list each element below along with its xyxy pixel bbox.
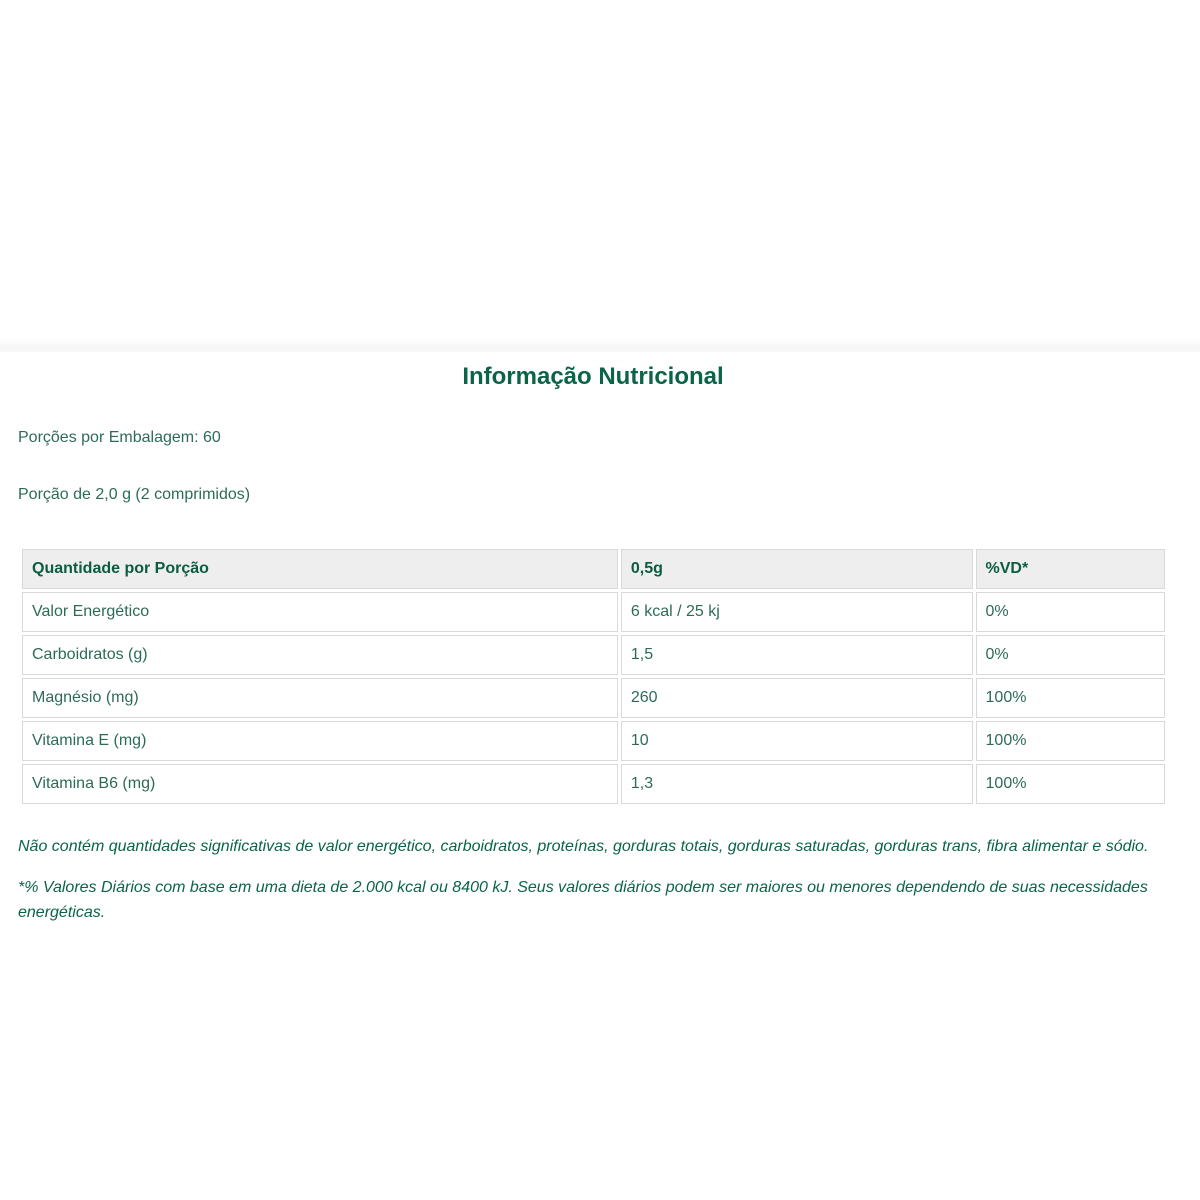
nutrient-amount: 1,5 — [621, 635, 973, 675]
table-row — [22, 721, 1165, 761]
servings-per-package: Porções por Embalagem: 60 — [18, 429, 221, 446]
nutrition-table — [19, 546, 1168, 807]
nutrient-name: Valor Energético — [22, 592, 618, 632]
nutrition-info-section — [0, 352, 1200, 1200]
nutrient-amount: 1,3 — [621, 764, 973, 804]
section-title: Informação Nutricional — [462, 363, 724, 390]
table-header-row — [22, 549, 1165, 589]
header-portion-amount: 0,5g — [621, 549, 973, 589]
nutrient-daily-value: 0% — [976, 592, 1165, 632]
nutrient-daily-value: 100% — [976, 678, 1165, 718]
nutrient-amount: 10 — [621, 721, 973, 761]
nutrient-daily-value: 100% — [976, 721, 1165, 761]
table-row — [22, 592, 1165, 632]
nutrient-daily-value: 100% — [976, 764, 1165, 804]
nutrient-name: Carboidratos (g) — [22, 635, 618, 675]
table-row — [22, 635, 1165, 675]
nutrient-name: Vitamina E (mg) — [22, 721, 618, 761]
nutrient-amount: 6 kcal / 25 kj — [621, 592, 973, 632]
table-row — [22, 678, 1165, 718]
nutrient-name: Magnésio (mg) — [22, 678, 618, 718]
header-daily-value: %VD* — [976, 549, 1165, 589]
nutrient-daily-value: 0% — [976, 635, 1165, 675]
footnote-no-significant-amounts: Não contém quantidades significativas de valor energético, carboidratos, proteínas, gorduras totais, gorduras saturadas, gorduras trans, fibra alimentar e sódio. — [18, 838, 1149, 855]
footnote-daily-values: *% Valores Diários com base em uma dieta de 2.000 kcal ou 8400 kJ. Seus valores diários podem ser maiores ou menores dependendo de suas necessidades energéticas. — [18, 879, 1148, 921]
table-row — [22, 764, 1165, 804]
nutrient-name: Vitamina B6 (mg) — [22, 764, 618, 804]
nutrient-amount: 260 — [621, 678, 973, 718]
portion-size: Porção de 2,0 g (2 comprimidos) — [18, 486, 251, 503]
header-quantity-per-portion: Quantidade por Porção — [22, 549, 618, 589]
